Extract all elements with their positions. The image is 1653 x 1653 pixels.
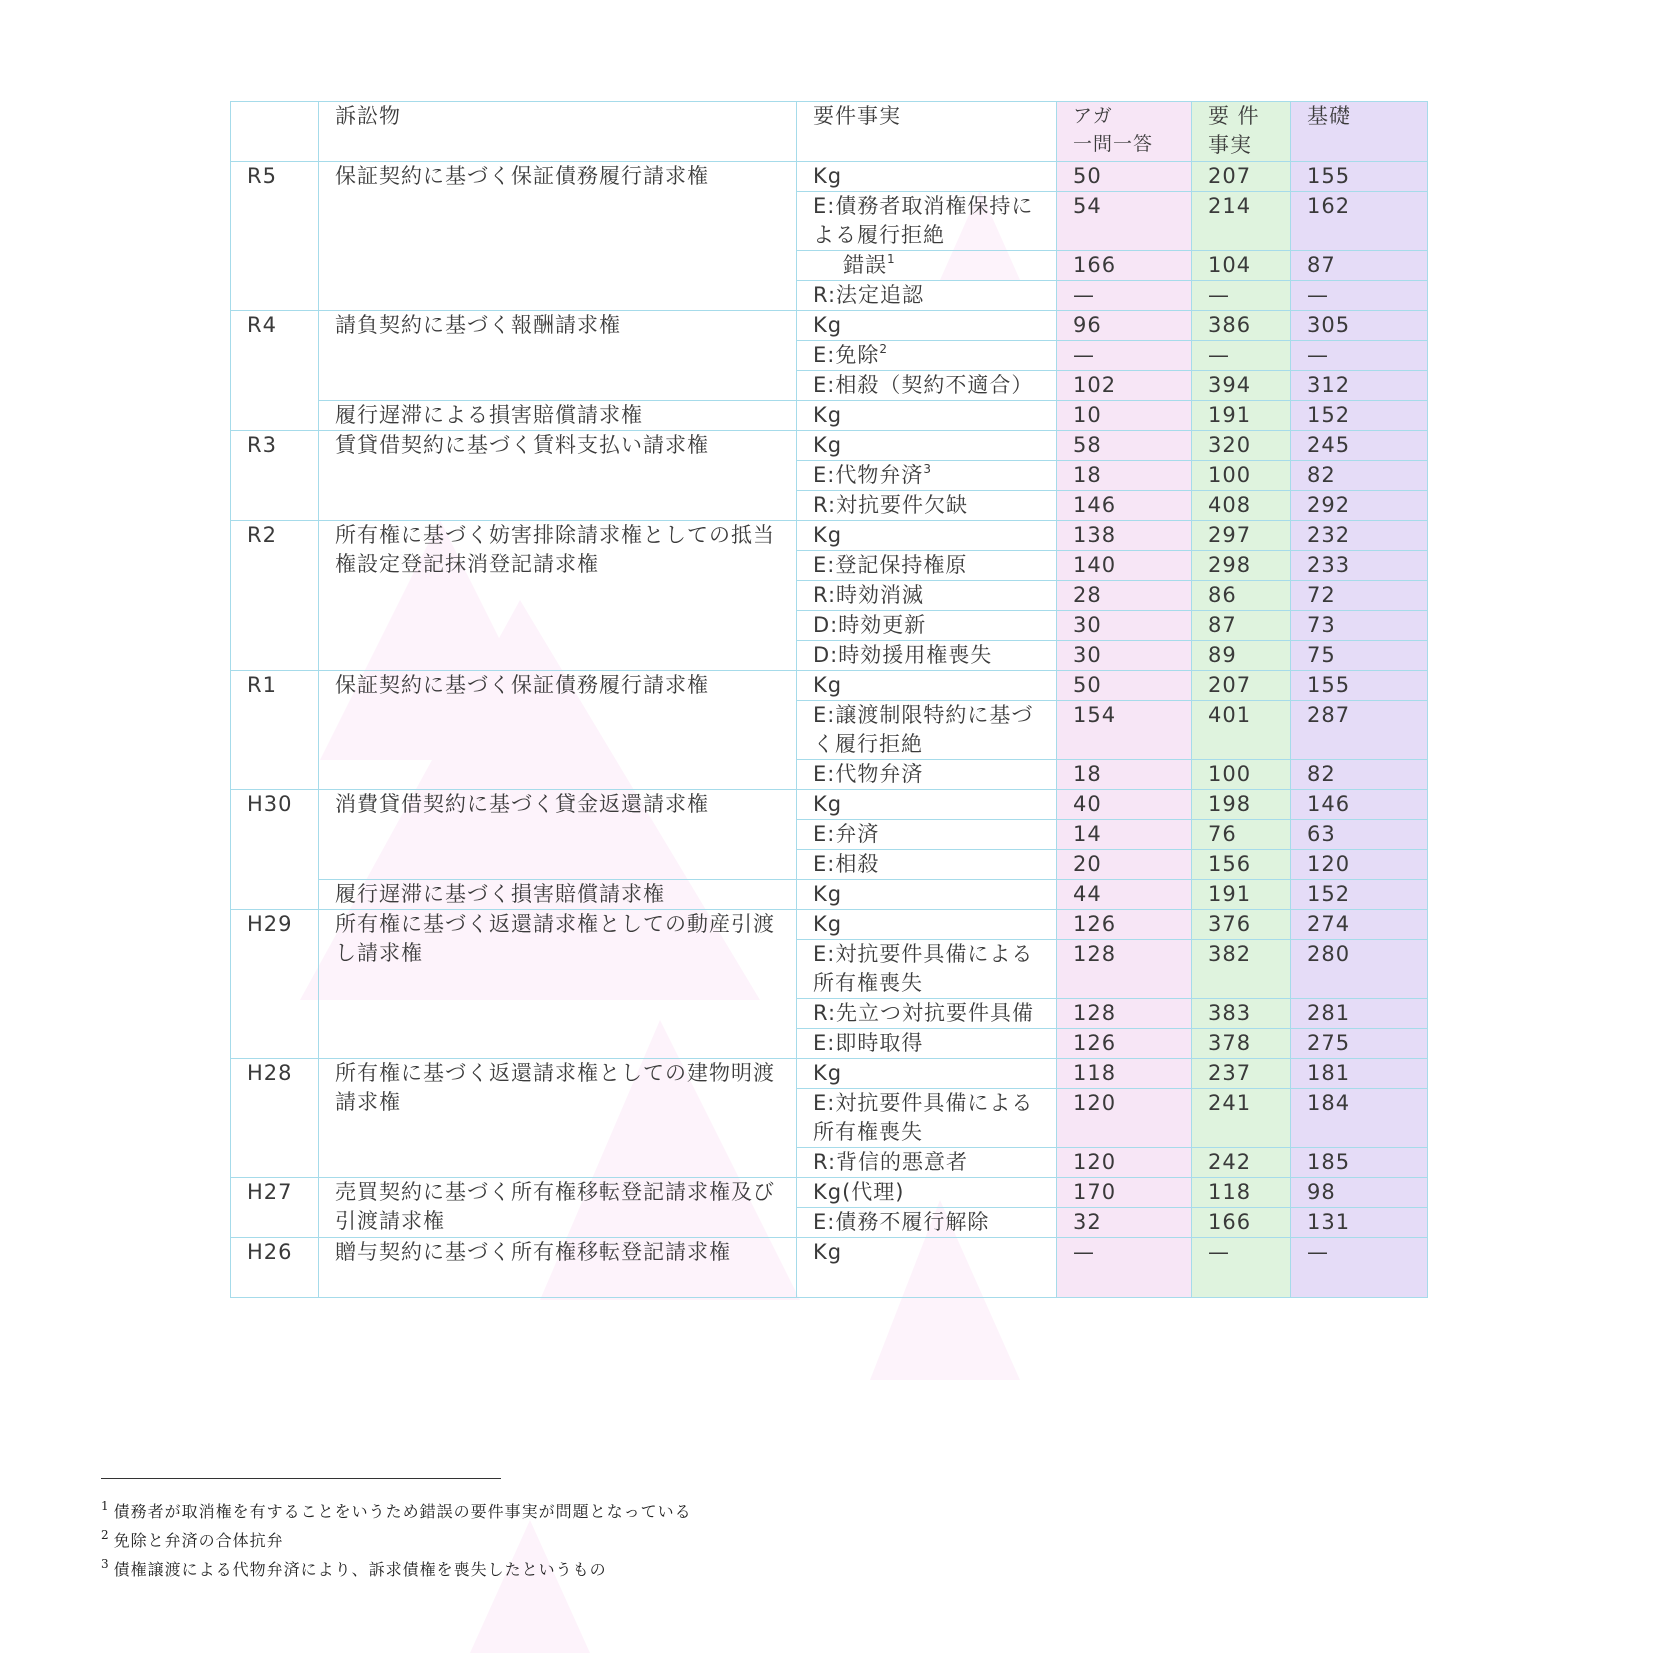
kiso-cell: 63 bbox=[1291, 820, 1428, 850]
footnote-text: 債権譲渡による代物弁済により、訴求債権を喪失したというもの bbox=[113, 1560, 607, 1579]
yoken-cell: 401 bbox=[1192, 701, 1291, 760]
header-fact: 要件事実 bbox=[797, 102, 1057, 162]
yoken-cell: 298 bbox=[1192, 551, 1291, 581]
fact-cell: Kg bbox=[797, 431, 1057, 461]
kiso-cell: 292 bbox=[1291, 491, 1428, 521]
aga-cell: 18 bbox=[1057, 461, 1192, 491]
table-row bbox=[231, 671, 1428, 701]
kiso-cell: 280 bbox=[1291, 940, 1428, 999]
kiso-cell: 82 bbox=[1291, 760, 1428, 790]
year-cell: R5 bbox=[231, 162, 319, 311]
subject-cell: 保証契約に基づく保証債務履行請求権 bbox=[319, 162, 797, 311]
yoken-cell: 100 bbox=[1192, 760, 1291, 790]
kiso-cell: 287 bbox=[1291, 701, 1428, 760]
fact-cell: R:対抗要件欠缺 bbox=[797, 491, 1057, 521]
fact-cell: Kg bbox=[797, 910, 1057, 940]
fact-cell: E:相殺 bbox=[797, 850, 1057, 880]
kiso-cell: 72 bbox=[1291, 581, 1428, 611]
yoken-cell: 241 bbox=[1192, 1089, 1291, 1148]
yoken-cell: — bbox=[1192, 1238, 1291, 1298]
year-cell: R2 bbox=[231, 521, 319, 671]
footnote-ref: 2 bbox=[879, 342, 888, 356]
aga-cell: 140 bbox=[1057, 551, 1192, 581]
kiso-cell: 305 bbox=[1291, 311, 1428, 341]
aga-cell: — bbox=[1057, 1238, 1192, 1298]
litigation-table-container bbox=[230, 101, 1427, 1298]
kiso-cell: 281 bbox=[1291, 999, 1428, 1029]
yoken-cell: 76 bbox=[1192, 820, 1291, 850]
fact-cell: Kg bbox=[797, 880, 1057, 910]
header-subject: 訴訟物 bbox=[319, 102, 797, 162]
aga-cell: 146 bbox=[1057, 491, 1192, 521]
yoken-cell: 156 bbox=[1192, 850, 1291, 880]
footnote-ref: 3 bbox=[923, 462, 932, 476]
table-row bbox=[231, 790, 1428, 820]
kiso-cell: 73 bbox=[1291, 611, 1428, 641]
table-row bbox=[231, 431, 1428, 461]
header-year bbox=[231, 102, 319, 162]
fact-cell: Kg bbox=[797, 790, 1057, 820]
fact-cell: E:登記保持権原 bbox=[797, 551, 1057, 581]
table-row bbox=[231, 162, 1428, 192]
table-row bbox=[231, 910, 1428, 940]
aga-cell: 102 bbox=[1057, 371, 1192, 401]
table-row bbox=[231, 521, 1428, 551]
aga-cell: 58 bbox=[1057, 431, 1192, 461]
kiso-cell: — bbox=[1291, 281, 1428, 311]
fact-text: E:代物弁済 bbox=[813, 463, 924, 487]
header-aga: アガ 一問一答 bbox=[1057, 102, 1192, 162]
subject-cell: 履行遅滞に基づく損害賠償請求権 bbox=[319, 880, 797, 910]
fact-cell: E:即時取得 bbox=[797, 1029, 1057, 1059]
yoken-cell: 214 bbox=[1192, 192, 1291, 251]
yoken-cell: 86 bbox=[1192, 581, 1291, 611]
table-row bbox=[231, 1238, 1428, 1298]
aga-cell: 126 bbox=[1057, 910, 1192, 940]
fact-text: E:免除 bbox=[813, 343, 880, 367]
aga-cell: 44 bbox=[1057, 880, 1192, 910]
subject-cell: 所有権に基づく妨害排除請求権としての抵当権設定登記抹消登記請求権 bbox=[319, 521, 797, 671]
footnote-ref: 1 bbox=[887, 252, 896, 266]
year-cell: H29 bbox=[231, 910, 319, 1059]
fact-cell: Kg bbox=[797, 1238, 1057, 1298]
fact-cell: Kg bbox=[797, 1059, 1057, 1089]
yoken-cell: — bbox=[1192, 341, 1291, 371]
aga-cell: 128 bbox=[1057, 999, 1192, 1029]
year-cell: R1 bbox=[231, 671, 319, 790]
fact-cell: E:債務不履行解除 bbox=[797, 1208, 1057, 1238]
aga-cell: 170 bbox=[1057, 1178, 1192, 1208]
fact-cell: Kg bbox=[797, 521, 1057, 551]
kiso-cell: 146 bbox=[1291, 790, 1428, 820]
footnote-item bbox=[101, 1555, 692, 1584]
aga-cell: 40 bbox=[1057, 790, 1192, 820]
footnote-number: 3 bbox=[101, 1557, 110, 1571]
year-cell: H26 bbox=[231, 1238, 319, 1298]
yoken-cell: 118 bbox=[1192, 1178, 1291, 1208]
kiso-cell: 184 bbox=[1291, 1089, 1428, 1148]
year-cell: R3 bbox=[231, 431, 319, 521]
kiso-cell: 82 bbox=[1291, 461, 1428, 491]
kiso-cell: 152 bbox=[1291, 401, 1428, 431]
kiso-cell: 152 bbox=[1291, 880, 1428, 910]
fact-cell bbox=[797, 251, 1057, 281]
footnote-separator bbox=[101, 1478, 501, 1479]
kiso-cell: 155 bbox=[1291, 162, 1428, 192]
aga-cell: 96 bbox=[1057, 311, 1192, 341]
fact-cell: R:法定追認 bbox=[797, 281, 1057, 311]
kiso-cell: 312 bbox=[1291, 371, 1428, 401]
yoken-cell: 408 bbox=[1192, 491, 1291, 521]
kiso-cell: 131 bbox=[1291, 1208, 1428, 1238]
yoken-cell: 297 bbox=[1192, 521, 1291, 551]
kiso-cell: 185 bbox=[1291, 1148, 1428, 1178]
aga-cell: 30 bbox=[1057, 641, 1192, 671]
kiso-cell: — bbox=[1291, 341, 1428, 371]
subject-cell: 売買契約に基づく所有権移転登記請求権及び引渡請求権 bbox=[319, 1178, 797, 1238]
aga-cell: 28 bbox=[1057, 581, 1192, 611]
fact-cell: R:時効消滅 bbox=[797, 581, 1057, 611]
kiso-cell: 75 bbox=[1291, 641, 1428, 671]
yoken-cell: 394 bbox=[1192, 371, 1291, 401]
yoken-cell: 383 bbox=[1192, 999, 1291, 1029]
kiso-cell: 120 bbox=[1291, 850, 1428, 880]
aga-cell: 50 bbox=[1057, 671, 1192, 701]
fact-cell: D:時効更新 bbox=[797, 611, 1057, 641]
header-row bbox=[231, 102, 1428, 162]
aga-cell: 126 bbox=[1057, 1029, 1192, 1059]
fact-cell: Kg bbox=[797, 401, 1057, 431]
aga-cell: 154 bbox=[1057, 701, 1192, 760]
aga-cell: — bbox=[1057, 341, 1192, 371]
fact-cell bbox=[797, 341, 1057, 371]
footnote-number: 1 bbox=[101, 1499, 110, 1513]
subject-cell: 保証契約に基づく保証債務履行請求権 bbox=[319, 671, 797, 790]
yoken-cell: 378 bbox=[1192, 1029, 1291, 1059]
fact-cell: Kg(代理) bbox=[797, 1178, 1057, 1208]
fact-cell: Kg bbox=[797, 311, 1057, 341]
subject-cell: 消費貸借契約に基づく貸金返還請求権 bbox=[319, 790, 797, 880]
yoken-cell: 191 bbox=[1192, 401, 1291, 431]
footnotes bbox=[101, 1497, 692, 1584]
fact-cell bbox=[797, 461, 1057, 491]
aga-cell: 118 bbox=[1057, 1059, 1192, 1089]
kiso-cell: 233 bbox=[1291, 551, 1428, 581]
table-row bbox=[231, 311, 1428, 341]
aga-cell: 120 bbox=[1057, 1089, 1192, 1148]
yoken-cell: — bbox=[1192, 281, 1291, 311]
aga-cell: 20 bbox=[1057, 850, 1192, 880]
subject-cell: 所有権に基づく返還請求権としての建物明渡請求権 bbox=[319, 1059, 797, 1178]
fact-cell: E:相殺（契約不適合） bbox=[797, 371, 1057, 401]
yoken-cell: 89 bbox=[1192, 641, 1291, 671]
aga-cell: 10 bbox=[1057, 401, 1192, 431]
aga-cell: 32 bbox=[1057, 1208, 1192, 1238]
yoken-cell: 104 bbox=[1192, 251, 1291, 281]
fact-cell: E:対抗要件具備による所有権喪失 bbox=[797, 940, 1057, 999]
fact-cell: E:弁済 bbox=[797, 820, 1057, 850]
kiso-cell: 87 bbox=[1291, 251, 1428, 281]
table-row bbox=[231, 401, 1428, 431]
fact-cell: R:先立つ対抗要件具備 bbox=[797, 999, 1057, 1029]
yoken-cell: 87 bbox=[1192, 611, 1291, 641]
subject-cell: 履行遅滞による損害賠償請求権 bbox=[319, 401, 797, 431]
kiso-cell: 232 bbox=[1291, 521, 1428, 551]
yoken-cell: 100 bbox=[1192, 461, 1291, 491]
kiso-cell: 181 bbox=[1291, 1059, 1428, 1089]
yoken-cell: 320 bbox=[1192, 431, 1291, 461]
fact-cell: R:背信的悪意者 bbox=[797, 1148, 1057, 1178]
yoken-cell: 382 bbox=[1192, 940, 1291, 999]
aga-cell: 120 bbox=[1057, 1148, 1192, 1178]
footnote-text: 免除と弁済の合体抗弁 bbox=[113, 1531, 284, 1550]
table-row bbox=[231, 880, 1428, 910]
table-row bbox=[231, 1059, 1428, 1089]
fact-cell: E:債務者取消権保持による履行拒絶 bbox=[797, 192, 1057, 251]
aga-cell: 54 bbox=[1057, 192, 1192, 251]
fact-cell: D:時効援用権喪失 bbox=[797, 641, 1057, 671]
aga-cell: 50 bbox=[1057, 162, 1192, 192]
fact-text: 錯誤 bbox=[843, 253, 887, 277]
kiso-cell: 155 bbox=[1291, 671, 1428, 701]
aga-cell: 18 bbox=[1057, 760, 1192, 790]
kiso-cell: 275 bbox=[1291, 1029, 1428, 1059]
footnote-item bbox=[101, 1497, 692, 1526]
yoken-cell: 191 bbox=[1192, 880, 1291, 910]
year-cell: H27 bbox=[231, 1178, 319, 1238]
aga-cell: 166 bbox=[1057, 251, 1192, 281]
table-row bbox=[231, 1178, 1428, 1208]
year-cell: H30 bbox=[231, 790, 319, 910]
year-cell: R4 bbox=[231, 311, 319, 431]
footnote-text: 債務者が取消権を有することをいうため錯誤の要件事実が問題となっている bbox=[113, 1502, 692, 1521]
subject-cell: 賃貸借契約に基づく賃料支払い請求権 bbox=[319, 431, 797, 521]
kiso-cell: — bbox=[1291, 1238, 1428, 1298]
subject-cell: 贈与契約に基づく所有権移転登記請求権 bbox=[319, 1238, 797, 1298]
header-yoken: 要 件 事実 bbox=[1192, 102, 1291, 162]
aga-cell: 138 bbox=[1057, 521, 1192, 551]
yoken-cell: 207 bbox=[1192, 671, 1291, 701]
yoken-cell: 198 bbox=[1192, 790, 1291, 820]
fact-cell: Kg bbox=[797, 162, 1057, 192]
kiso-cell: 98 bbox=[1291, 1178, 1428, 1208]
subject-cell: 所有権に基づく返還請求権としての動産引渡し請求権 bbox=[319, 910, 797, 1059]
kiso-cell: 274 bbox=[1291, 910, 1428, 940]
subject-cell: 請負契約に基づく報酬請求権 bbox=[319, 311, 797, 401]
yoken-cell: 166 bbox=[1192, 1208, 1291, 1238]
fact-cell: E:譲渡制限特約に基づく履行拒絶 bbox=[797, 701, 1057, 760]
aga-cell: 128 bbox=[1057, 940, 1192, 999]
fact-cell: Kg bbox=[797, 671, 1057, 701]
aga-cell: 14 bbox=[1057, 820, 1192, 850]
yoken-cell: 242 bbox=[1192, 1148, 1291, 1178]
fact-cell: E:対抗要件具備による所有権喪失 bbox=[797, 1089, 1057, 1148]
yoken-cell: 376 bbox=[1192, 910, 1291, 940]
footnote-number: 2 bbox=[101, 1528, 110, 1542]
kiso-cell: 162 bbox=[1291, 192, 1428, 251]
yoken-cell: 207 bbox=[1192, 162, 1291, 192]
yoken-cell: 237 bbox=[1192, 1059, 1291, 1089]
footnote-item bbox=[101, 1526, 692, 1555]
litigation-table bbox=[230, 101, 1428, 1298]
header-kiso: 基礎 bbox=[1291, 102, 1428, 162]
fact-cell: E:代物弁済 bbox=[797, 760, 1057, 790]
kiso-cell: 245 bbox=[1291, 431, 1428, 461]
aga-cell: — bbox=[1057, 281, 1192, 311]
yoken-cell: 386 bbox=[1192, 311, 1291, 341]
year-cell: H28 bbox=[231, 1059, 319, 1178]
aga-cell: 30 bbox=[1057, 611, 1192, 641]
